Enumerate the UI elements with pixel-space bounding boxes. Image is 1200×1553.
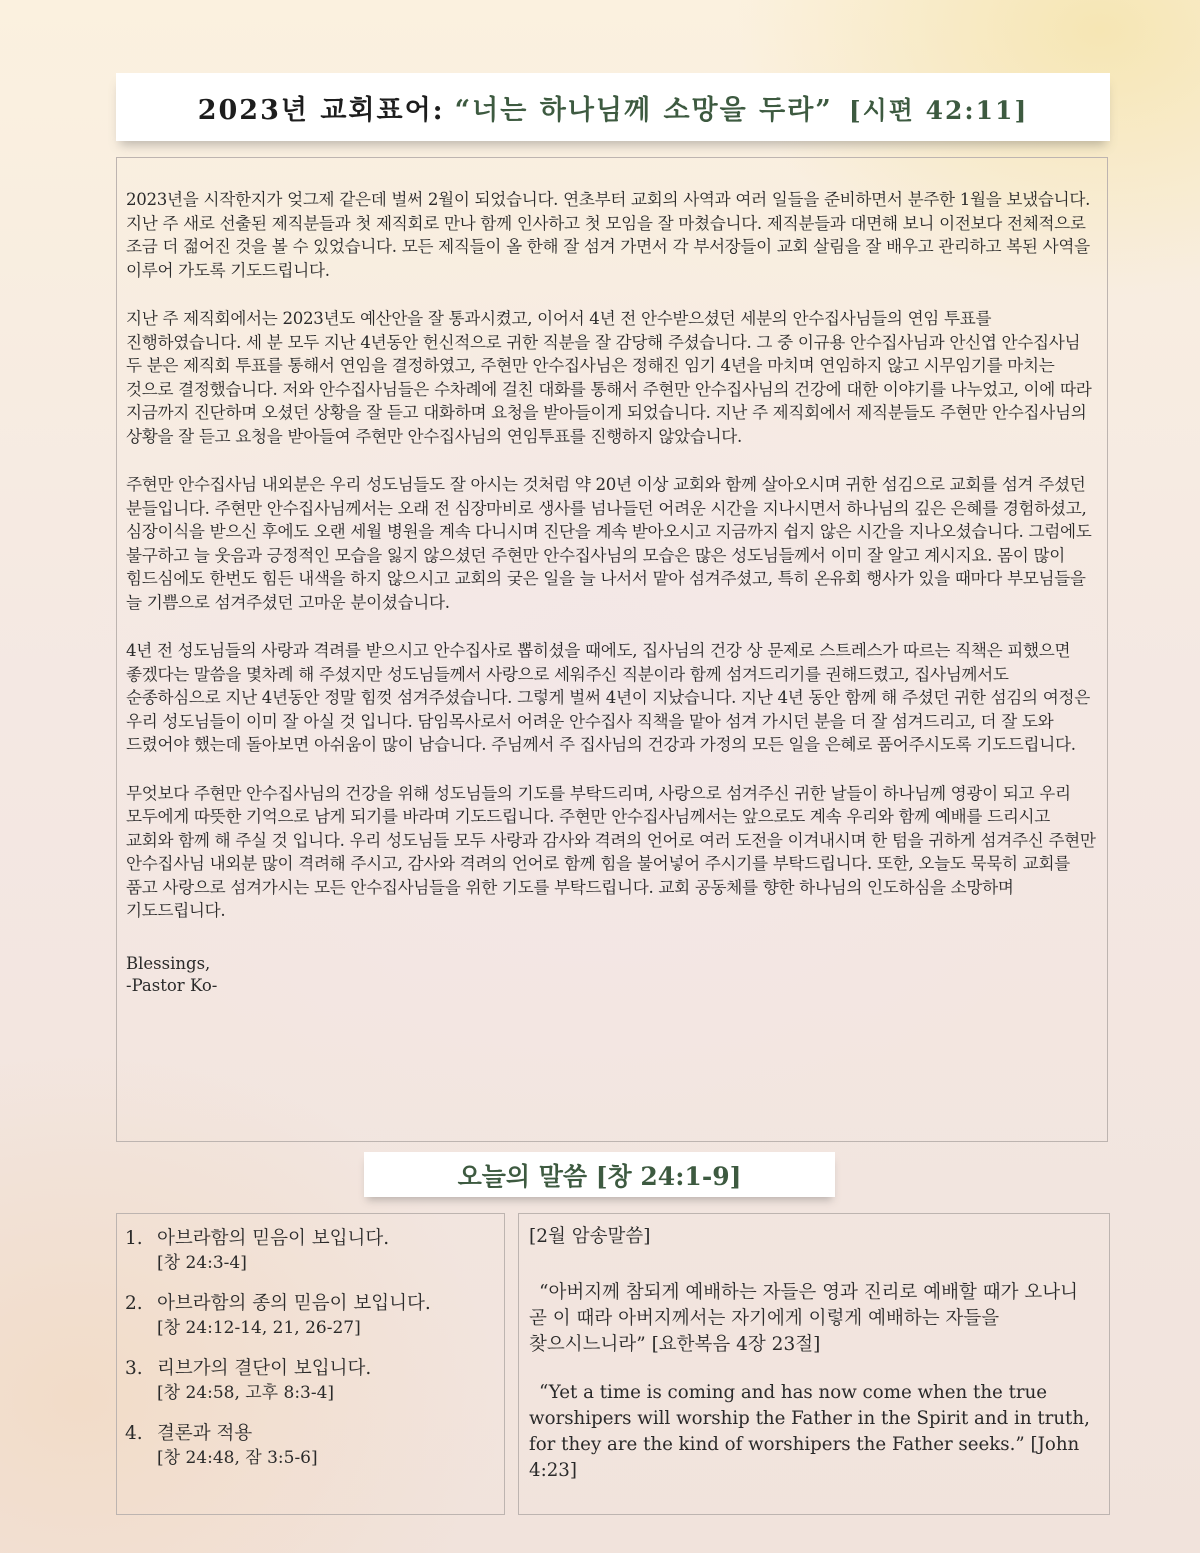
memory-verse-english: “Yet a time is coming and has now come when the true worshipers will worship the Father in the Spirit and in truth, for they are the kind of worshipers the Father seeks.” [John 4:23]: [529, 1382, 1090, 1481]
point-text: 아브라함의 종의 믿음이 보입니다.: [157, 1293, 431, 1314]
point-text: 리브가의 결단이 보입니다.: [157, 1358, 372, 1379]
point-number: 2.: [125, 1293, 143, 1314]
point-number: 4.: [125, 1423, 143, 1444]
point-verse: [창 24:3-4]: [157, 1253, 247, 1273]
church-motto-banner: [116, 73, 1110, 141]
letter-paragraph-5: 무엇보다 주현만 안수집사님의 건강을 위해 성도님들의 기도를 부탁드리며, 사랑으로 섬겨주신 귀한 날들이 하나님께 영광이 되고 우리 모두에게 따뜻한 기억으로 남게 되기를 바라며 기도드립니다. 주현만 안수집사님께서는 앞으로도 계속 우리와 함께 예배를 드리시고 교회와 함께 해 주실 것 입니다. 우리 성도님들 모두 사랑과 감사와 격려의 언어로 여러 도전을 이겨내시며 한 텀을 귀하게 섬겨주신 주현만 안수집사님 내외분 많이 격려해 주시고, 감사와 격려의 언어로 함께 힘을 불어넣어 주시기를 부탁드립니다. 또한, 오늘도 묵묵히 교회를 품고 사랑으로 섬겨가시는 모든 안수집사님들을 위한 기도를 부탁드립니다. 교회 공동체를 향한 하나님의 인도하심을 소망하며 기도드립니다.: [126, 783, 1096, 920]
point-verse: [창 24:58, 고후 8:3-4]: [157, 1383, 335, 1403]
sermon-point-3: [125, 1356, 496, 1404]
point-number: 1.: [125, 1228, 143, 1249]
letter-paragraph-4: 4년 전 성도님들의 사랑과 격려를 받으시고 안수집사로 뽑히셨을 때에도, 집사님의 건강 상 문제로 스트레스가 따르는 직책은 피했으면 좋겠다는 말씀을 몇차례 해 주셨지만 성도님들께서 사랑으로 세워주신 직분이라 함께 섬겨드리기를 권해드렸고, 집사님께서도 순종하심으로 지난 4년동안 정말 힘껏 섬겨주셨습니다. 그렇게 벌써 4년이 지났습니다. 지난 4년 동안 함께 해 주셨던 귀한 섬김의 여정은 우리 성도님들이 이미 잘 아실 것 입니다. 담임목사로서 어려운 안수집사 직책을 맡아 섬겨 가시던 분을 더 잘 섬겨드리고, 더 잘 도와 드렸어야 했는데 돌아보면 아쉬움이 많이 남습니다. 주님께서 주 집사님의 건강과 가정의 모든 일을 은혜로 품어주시도록 기도드립니다.: [126, 641, 1090, 754]
point-text: 아브라함의 믿음이 보입니다.: [157, 1228, 390, 1249]
motto-reference: [시편 42:11]: [848, 95, 1029, 125]
memory-verse-heading: [2월 암송말씀]: [529, 1226, 651, 1247]
sermon-title: 오늘의 말씀 [창 24:1-9]: [364, 1152, 835, 1197]
point-verse: [창 24:48, 잠 3:5-6]: [157, 1448, 318, 1468]
memory-verse-korean: “아버지께 참되게 예배하는 자들은 영과 진리로 예배할 때가 오나니 곧 이 때라 아버지께서는 자기에게 이렇게 예배하는 자들을 찾으시느니라” [요한복음 4장 23절]: [529, 1282, 1079, 1355]
letter-paragraph-2: 지난 주 제직회에서는 2023년도 예산안을 잘 통과시켰고, 이어서 4년 전 안수받으셨던 세분의 안수집사님들의 연임 투표를 진행하였습니다. 세 분 모두 지난 4년동안 헌신적으로 귀한 직분을 잘 감당해 주셨습니다. 그 중 이규용 안수집사님과 안신엽 안수집사님 두 분은 제직회 투표를 통해서 연임을 결정하였고, 주현만 안수집사님은 정해진 임기 4년을 마치며 연임하지 않고 시무임기를 마치는 것으로 결정했습니다. 저와 안수집사님들은 수차례에 걸친 대화를 통해서 주현만 안수집사님의 건강에 대한 이야기를 나누었고, 이에 따라 지금까지 진단하며 오셨던 상황을 잘 듣고 대화하며 요청을 받아들이게 되었습니다. 지난 주 제직회에서 제직분들도 주현만 안수집사님의 상황을 잘 듣고 요청을 받아들여 주현만 안수집사님의 연임투표를 진행하지 않았습니다.: [126, 309, 1092, 446]
sermon-point-1: [125, 1226, 496, 1274]
motto-title: [198, 88, 1029, 127]
sermon-point-2: [125, 1291, 496, 1339]
letter-paragraph-3: 주현만 안수집사님 내외분은 우리 성도님들도 잘 아시는 것처럼 약 20년 이상 교회와 함께 살아오시며 귀한 섬김으로 교회를 섬겨 주셨던 분들입니다. 주현만 안수집사님께서는 오래 전 심장마비로 생사를 넘나들던 어려운 시간을 지나시면서 하나님의 깊은 은혜를 경험하셨고, 심장이식을 받으신 후에도 오랜 세월 병원을 계속 다니시며 진단을 계속 받아오시고 지금까지 쉽지 않은 시간을 지나오셨습니다. 그럼에도 불구하고 늘 웃음과 긍정적인 모습을 잃지 않으셨던 주현만 안수집사님의 모습은 많은 성도님들께서 이미 잘 알고 계시지요. 몸이 많이 힘드심에도 한번도 힘든 내색을 하지 않으시고 교회의 궂은 일을 늘 나서서 맡아 섬겨주셨고, 특히 온유회 행사가 있을 때마다 부모님들을 늘 기쁨으로 섬겨주셨던 고마운 분이셨습니다.: [126, 475, 1092, 612]
pastor-letter: [116, 157, 1108, 1142]
point-text: 결론과 적용: [157, 1423, 253, 1444]
point-verse: [창 24:12-14, 21, 26-27]: [157, 1318, 361, 1338]
letter-paragraph-1: 2023년을 시작한지가 엊그제 같은데 벌써 2월이 되었습니다. 연초부터 교회의 사역과 여러 일들을 준비하면서 분주한 1월을 보냈습니다. 지난 주 새로 선출된 제직분들과 첫 제직회로 만나 함께 인사하고 첫 모임을 잘 마쳤습니다. 제직분들과 대면해 보니 이전보다 전체적으로 조금 더 젊어진 것을 볼 수 있었습니다. 모든 제직들이 올 한해 잘 섬겨 가면서 각 부서장들이 교회 살림을 잘 배우고 관리하고 복된 사역을 이루어 가도록 기도드립니다.: [126, 190, 1091, 280]
sermon-outline: [116, 1213, 505, 1515]
letter-signature: -Pastor Ko-: [126, 975, 218, 995]
sermon-point-4: [125, 1421, 496, 1469]
letter-signoff: [126, 953, 1097, 997]
motto-text: “너는 하나님께 소망을 두라”: [454, 94, 833, 126]
motto-year-label: 2023년 교회표어:: [197, 94, 445, 126]
letter-closing: Blessings,: [126, 953, 211, 973]
point-number: 3.: [125, 1358, 143, 1379]
memory-verse-box: [518, 1213, 1110, 1515]
